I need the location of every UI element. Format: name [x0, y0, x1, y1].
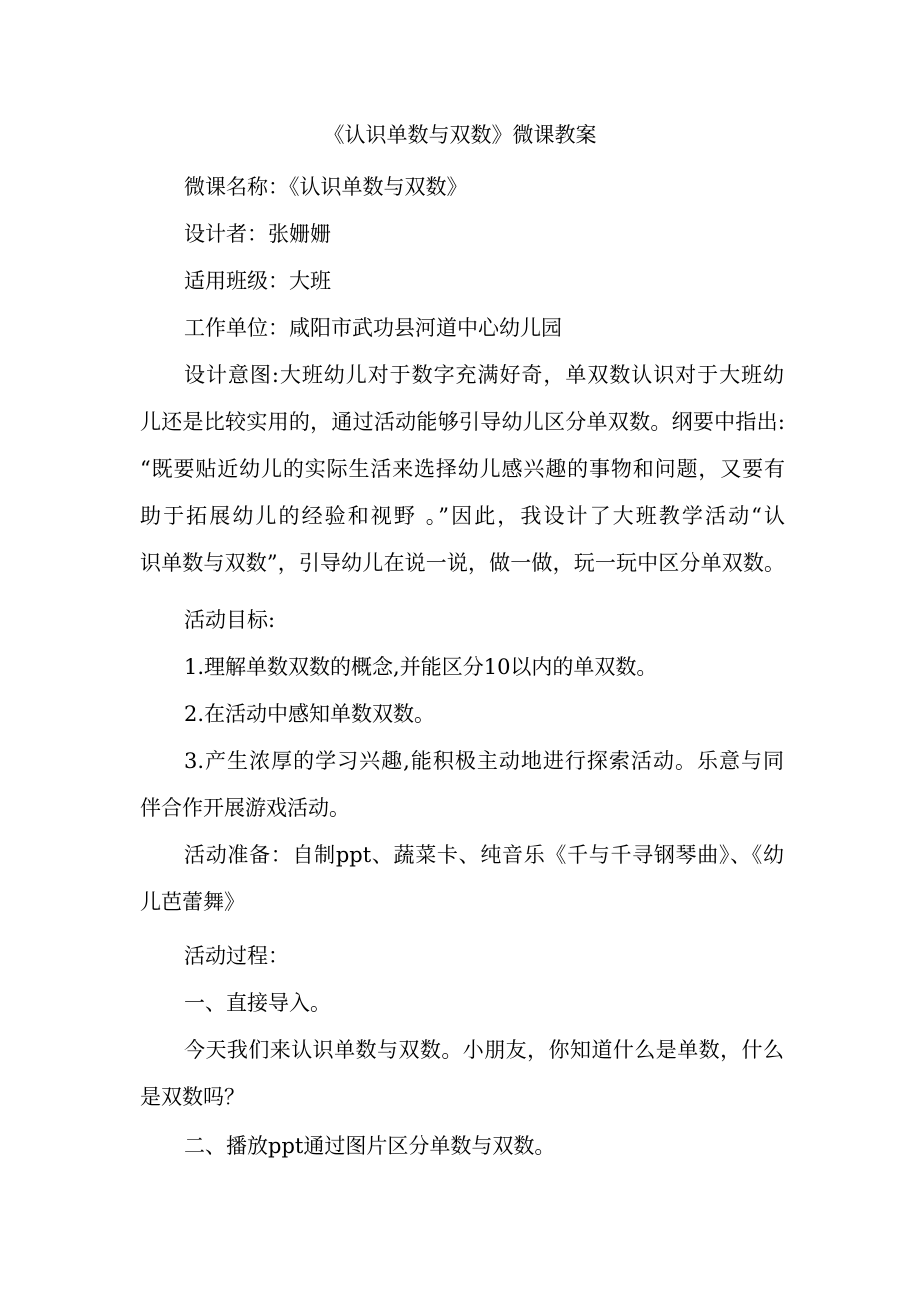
- step-2-heading: 二、播放ppt通过图片区分单数与双数。: [184, 1134, 556, 1158]
- design-intent-line-3: “既要贴近幼儿的实际生活来选择幼儿感兴趣的事物和问题，又要有: [140, 457, 785, 481]
- designer-line: 设计者：张姗姗: [184, 222, 331, 246]
- objectives-heading: 活动目标:: [184, 608, 276, 632]
- design-intent-line-5: 识单数与双数”，引导幼儿在说一说，做一做，玩一玩中区分单双数。: [140, 551, 785, 575]
- work-unit-line: 工作单位：咸阳市武功县河道中心幼儿园: [184, 316, 562, 340]
- design-intent-line-2: 儿还是比较实用的，通过活动能够引导幼儿区分单双数。纲要中指出:: [140, 410, 785, 434]
- preparation-line-2: 儿芭蕾舞》: [140, 890, 245, 914]
- design-intent-line-4: 助于拓展幼儿的经验和视野 。”因此，我设计了大班教学活动“认: [140, 504, 785, 528]
- objective-3-line-2: 伴合作开展游戏活动。: [140, 796, 350, 820]
- objective-3-line-1: 3.产生浓厚的学习兴趣,能积极主动地进行探索活动。乐意与同: [184, 749, 784, 773]
- design-intent-line-1: 设计意图:大班幼儿对于数字充满好奇，单双数认识对于大班幼: [184, 363, 784, 387]
- preparation-line-1: 活动准备：自制ppt、蔬菜卡、纯音乐《千与千寻钢琴曲》、《幼: [184, 843, 784, 867]
- objective-2: 2.在活动中感知单数双数。: [184, 702, 436, 726]
- step-1-line-1: 今天我们来认识单数与双数。小朋友，你知道什么是单数，什么: [184, 1038, 784, 1062]
- objective-1: 1.理解单数双数的概念,并能区分10以内的单双数。: [184, 655, 658, 679]
- document-title: 《认识单数与双数》微课教案: [323, 123, 597, 147]
- process-heading: 活动过程：: [184, 944, 289, 968]
- class-level-line: 适用班级：大班: [184, 269, 331, 293]
- step-1-heading: 一、直接导入。: [184, 991, 331, 1015]
- course-name-line: 微课名称：《认识单数与双数》: [184, 175, 468, 199]
- step-1-line-2: 是双数吗？: [140, 1085, 245, 1109]
